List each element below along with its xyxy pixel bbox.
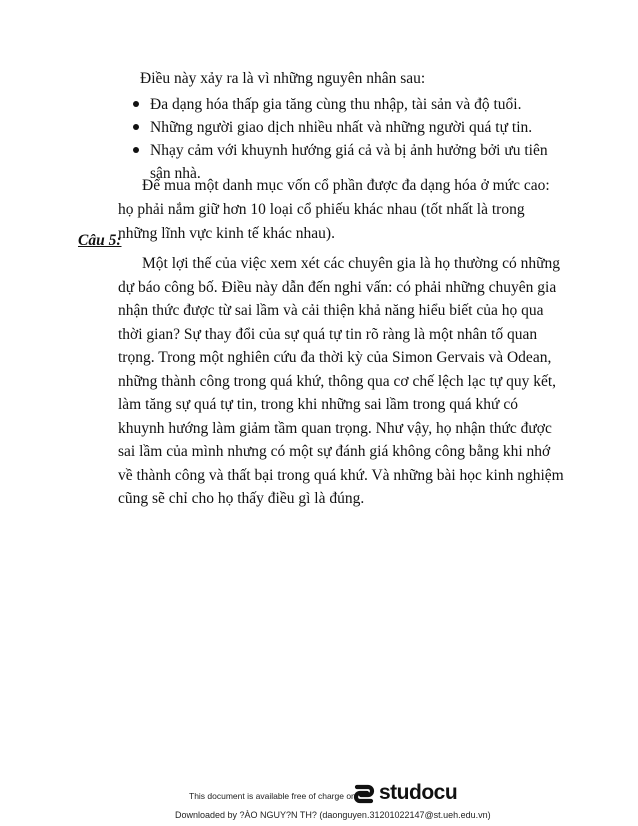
- bullet-icon: [133, 101, 139, 107]
- studocu-brand[interactable]: studocu: [379, 781, 458, 804]
- list-item-text: Đa dạng hóa thấp gia tăng cùng thu nhập, tài sản và độ tuổi.: [150, 96, 522, 113]
- intro-line: Điều này xảy ra là vì những nguyên nhân sau:: [140, 70, 426, 87]
- expert-paragraph: Một lợi thế của việc xem xét các chuyên gia là họ thường có những dự báo công bố. Điều này dẫn đến nghi vấn: có phải những chuyên gia nhận thức được từ sai lầm và cải thiện khả năng hiểu biết của họ qua thời gian? Sự thay đổi của sự quá tự tin rõ ràng là một nhân tố quan trọng. Trong một nghiên cứu đa thời kỳ của Simon Gervais và Odean, những thành công trong quá khứ, thông qua cơ chế lệch lạc tự quy kết, làm tăng sự quá tự tin, trong khi những sai lầm trong quá khứ có khuynh hướng làm giảm tầm quan trọng. Như vậy, họ nhận thức được sai lầm của mình nhưng có một sự đánh giá không công bằng khi nhớ về thành công và thất bại trong quá khứ. Và những bài học kinh nghiệm cũng sẽ chỉ cho họ thấy điều gì là đúng.: [118, 255, 564, 507]
- downloaded-by-text: Downloaded by ?ÀO NGUY?N TH? (daonguyen.31201022147@st.ueh.edu.vn): [175, 810, 491, 820]
- bullet-icon: [133, 124, 139, 130]
- availability-text: This document is available free of charge on: [189, 791, 356, 801]
- list-item: [131, 93, 561, 116]
- question-heading: Câu 5:: [78, 232, 122, 249]
- bullet-icon: [133, 147, 139, 153]
- diversification-paragraph: Để mua một danh mục vốn cổ phần được đa dạng hóa ở mức cao: họ phải nắm giữ hơn 10 loại cổ phiếu khác nhau (tốt nhất là trong những lĩnh vực kinh tế khác nhau).: [118, 177, 550, 242]
- list-item-text: Nhạy cảm với khuynh hướng giá cả và bị ảnh hưởng bởi ưu tiên sân nhà.: [150, 142, 548, 182]
- cause-list: [131, 93, 561, 185]
- list-item: [131, 116, 561, 139]
- studocu-footer: [0, 778, 638, 826]
- list-item-text: Những người giao dịch nhiều nhất và những người quá tự tin.: [150, 119, 533, 136]
- studocu-logo-icon: [353, 783, 375, 805]
